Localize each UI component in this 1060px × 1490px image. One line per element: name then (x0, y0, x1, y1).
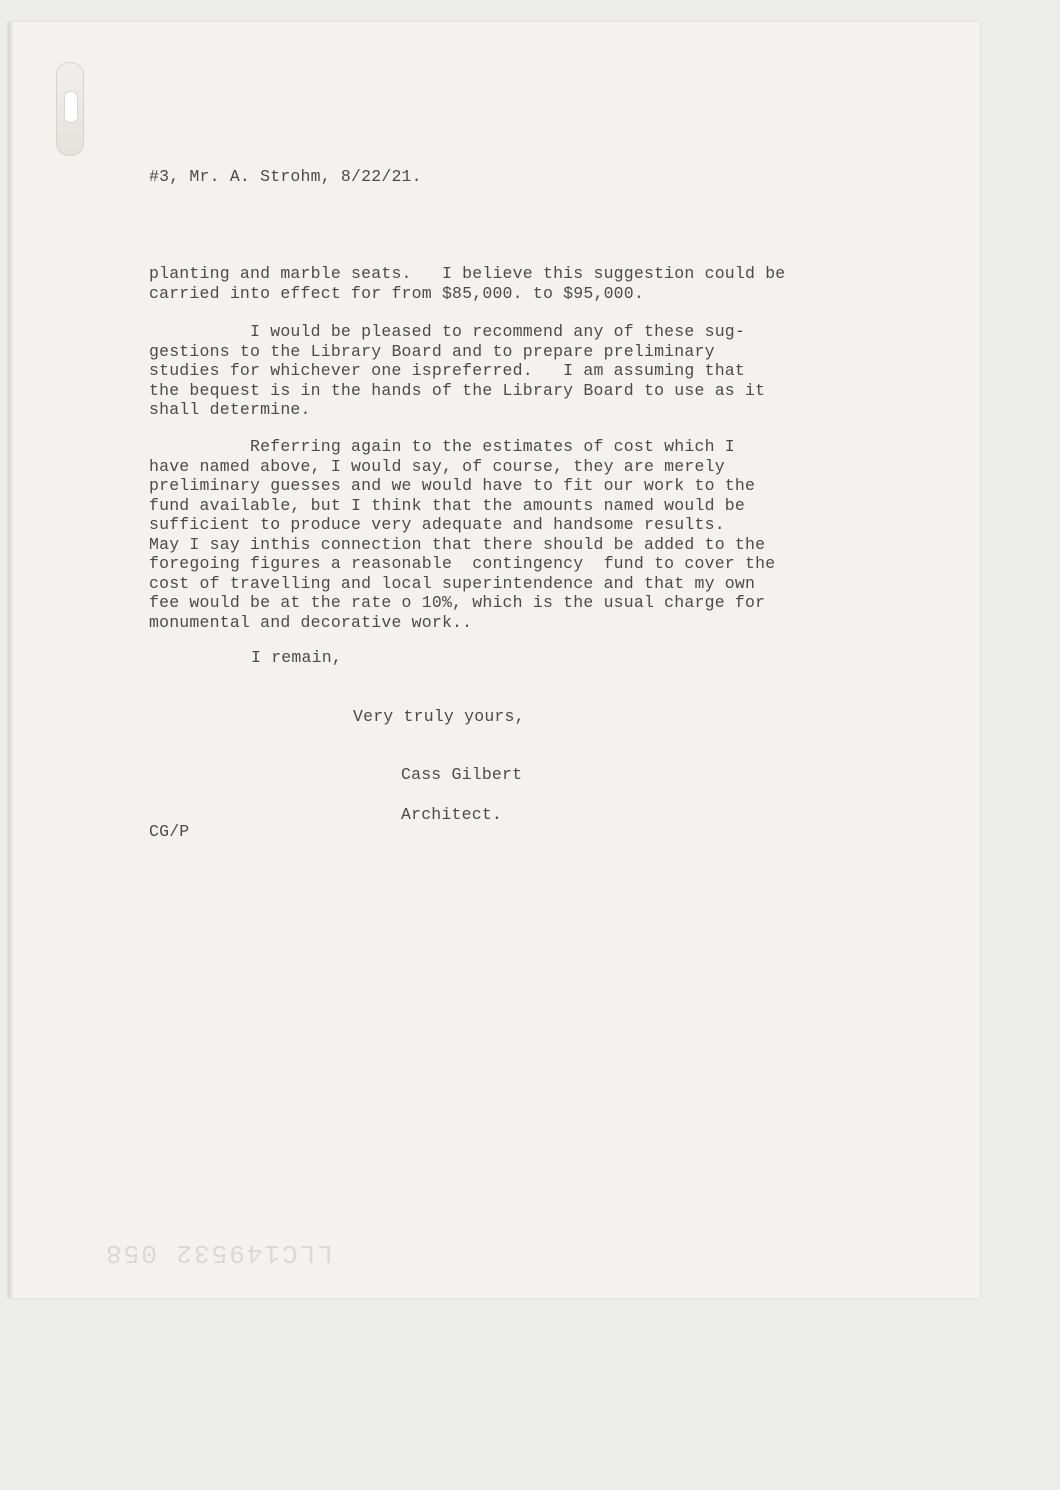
paper-clip-mark (56, 62, 84, 156)
paragraph-1: planting and marble seats. I believe this suggestion could be carried into effect for from $85,000. to $95,000. (149, 264, 786, 303)
letter-page (8, 22, 980, 1298)
typist-initials: CG/P (149, 822, 190, 841)
letter-header: #3, Mr. A. Strohm, 8/22/21. (149, 167, 422, 186)
signer-title: Architect. (401, 805, 503, 824)
remain-line: I remain, (251, 648, 342, 667)
archive-stamp: LLC149532 058 (104, 1238, 333, 1268)
closing-line: Very truly yours, (353, 707, 525, 726)
paragraph-2: I would be pleased to recommend any of these sug- gestions to the Library Board and to prepare preliminary studies for whichever one ispreferred. I am assuming that the bequest is in the hands of the Library Board to use as it shall determine. (149, 322, 766, 419)
paragraph-3: Referring again to the estimates of cost which I have named above, I would say, of course, they are merely preliminary guesses and we would have to fit our work to the fund available, but I think that the amounts named would be sufficient to produce very adequate and handsome results. May I say inthis connection that there should be added to the foregoing figures a reasonable contingency fund to cover the cost of travelling and local superintendence and that my own fee would be at the rate o 10%, which is the usual charge for monumental and decorative work.. (149, 437, 776, 632)
signer-name: Cass Gilbert (401, 765, 523, 784)
